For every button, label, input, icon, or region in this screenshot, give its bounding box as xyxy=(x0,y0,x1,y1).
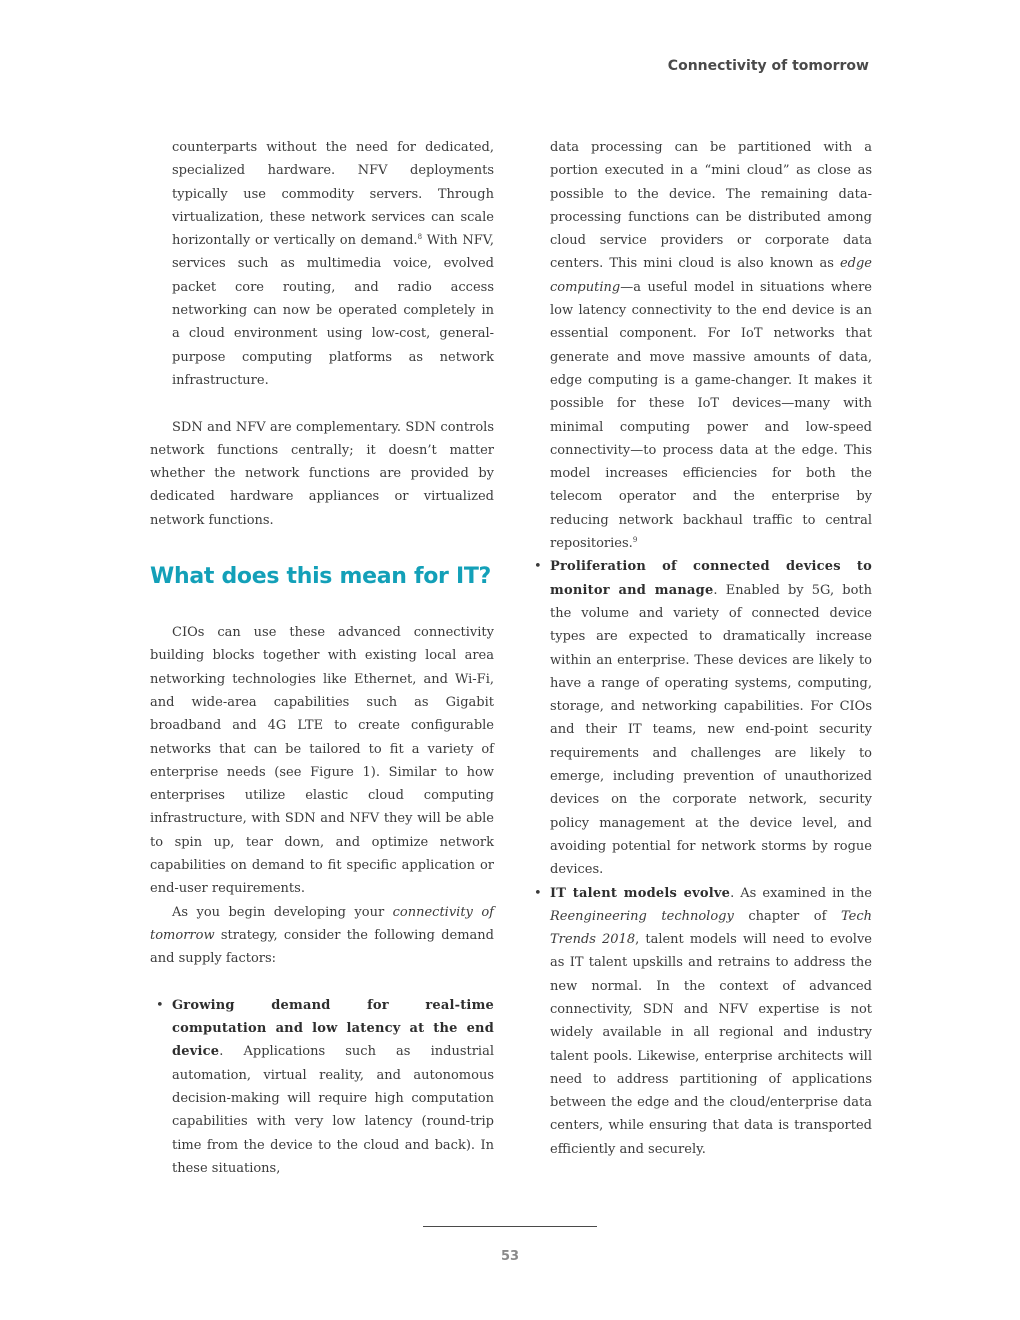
bullet-lead: IT talent models evolve xyxy=(550,885,731,901)
bullet-lead: Growing demand for real-time computation and low latency at the end device xyxy=(172,997,494,1060)
bullet-continuation-paragraph: data processing can be partitioned with a portion executed in a “mini cloud” as close as possible to the device. The remaining data-processing functions can be distributed among cloud service providers or corporate data centers. This mini cloud is also known as edge computing—a useful model in situations where low latency connectivity to the end device is an essential component. For IoT networks that generate and move massive amounts of data, edge computing is a game-changer. It makes it possible for these IoT devices—many with minimal computing power and low-speed connectivity—to process data at the edge. This model increases efficiencies for both the telecom operator and the enterprise by reducing network backhaul traffic to central repositories.$^9$ xyxy=(550,140,872,552)
footnote-ref-8: 8 xyxy=(417,233,423,242)
list-item: • IT talent models evolve. As examined in the Reengineering technology chapter of Tech Trends 2018, talent models will need to evolve as IT talent upskills and retrains to address the new normal. In the context of advanced connectivity, SDN and NFV expertise is not widely available in all regional and industry talent pools. Likewise, enterprise architects will need to address partitioning of applications between the edge and the cloud/enterprise data centers, while ensuring that data is transported efficiently and securely. xyxy=(528,882,872,1162)
bullet-list-right xyxy=(528,555,872,1161)
bullet-list-left xyxy=(150,994,494,1180)
complementary-paragraph: SDN and NFV are complementary. SDN controls network functions centrally; it doesn’t matter whether the network functions are provided by dedicated hardware appliances or virtualized network functions. xyxy=(150,419,494,528)
intro-continuation-paragraph: counterparts without the need for dedicated, specialized hardware. NFV deployments typically use commodity servers. Through virtualization, these network services can scale horizontally or vertically on demand.$^8$ With NFV, services such as multimedia voice, evolved packet core routing, and radio access networking can now be operated completely in a cloud environment using low-cost, general-purpose computing platforms as network infrastructure. xyxy=(172,140,494,388)
strategy-paragraph: As you begin developing your connectivity of tomorrow strategy, consider the following demand and supply factors: xyxy=(150,904,494,967)
list-item: • Proliferation of connected devices to monitor and manage. Enabled by 5G, both the volume and variety of connected device types are expected to dramatically increase within an enterprise. These devices are likely to have a range of operating systems, computing, storage, and networking capabilities. For CIOs and their IT teams, new end-point security requirements and challenges are likely to emerge, including prevention of unauthorized devices on the corporate network, security policy management at the device level, and avoiding potential for network storms by rogue devices. xyxy=(528,555,872,881)
list-item: • Growing demand for real-time computation and low latency at the end device. Applications such as industrial automation, virtual reality, and autonomous decision-making will require high computation capabilities with very low latency (round-trip time from the device to the cloud and back). In these situations, xyxy=(150,994,494,1180)
footnote-ref-9: 9 xyxy=(632,536,638,545)
footer-divider xyxy=(423,1226,597,1227)
section-heading: What does this mean for IT? xyxy=(150,564,492,590)
left-column xyxy=(150,136,494,1180)
running-header-title: Connectivity of tomorrow xyxy=(667,58,869,74)
page-number: 53 xyxy=(500,1249,520,1264)
right-column xyxy=(528,136,872,1161)
cio-paragraph: CIOs can use these advanced connectivity building blocks together with existing local area networking technologies like Ethernet, and Wi-Fi, and wide-area capabilities such as Gigabit broadband and 4G LTE to create configurable networks that can be tailored to fit a variety of enterprise needs (see Figure 1). Similar to how enterprises utilize elastic cloud computing infrastructure, with SDN and NFV they will be able to spin up, tear down, and optimize network capabilities on demand to fit specific application or end-user requirements. xyxy=(150,625,494,897)
bullet-lead: Proliferation of connected devices to monitor and manage xyxy=(550,559,872,598)
